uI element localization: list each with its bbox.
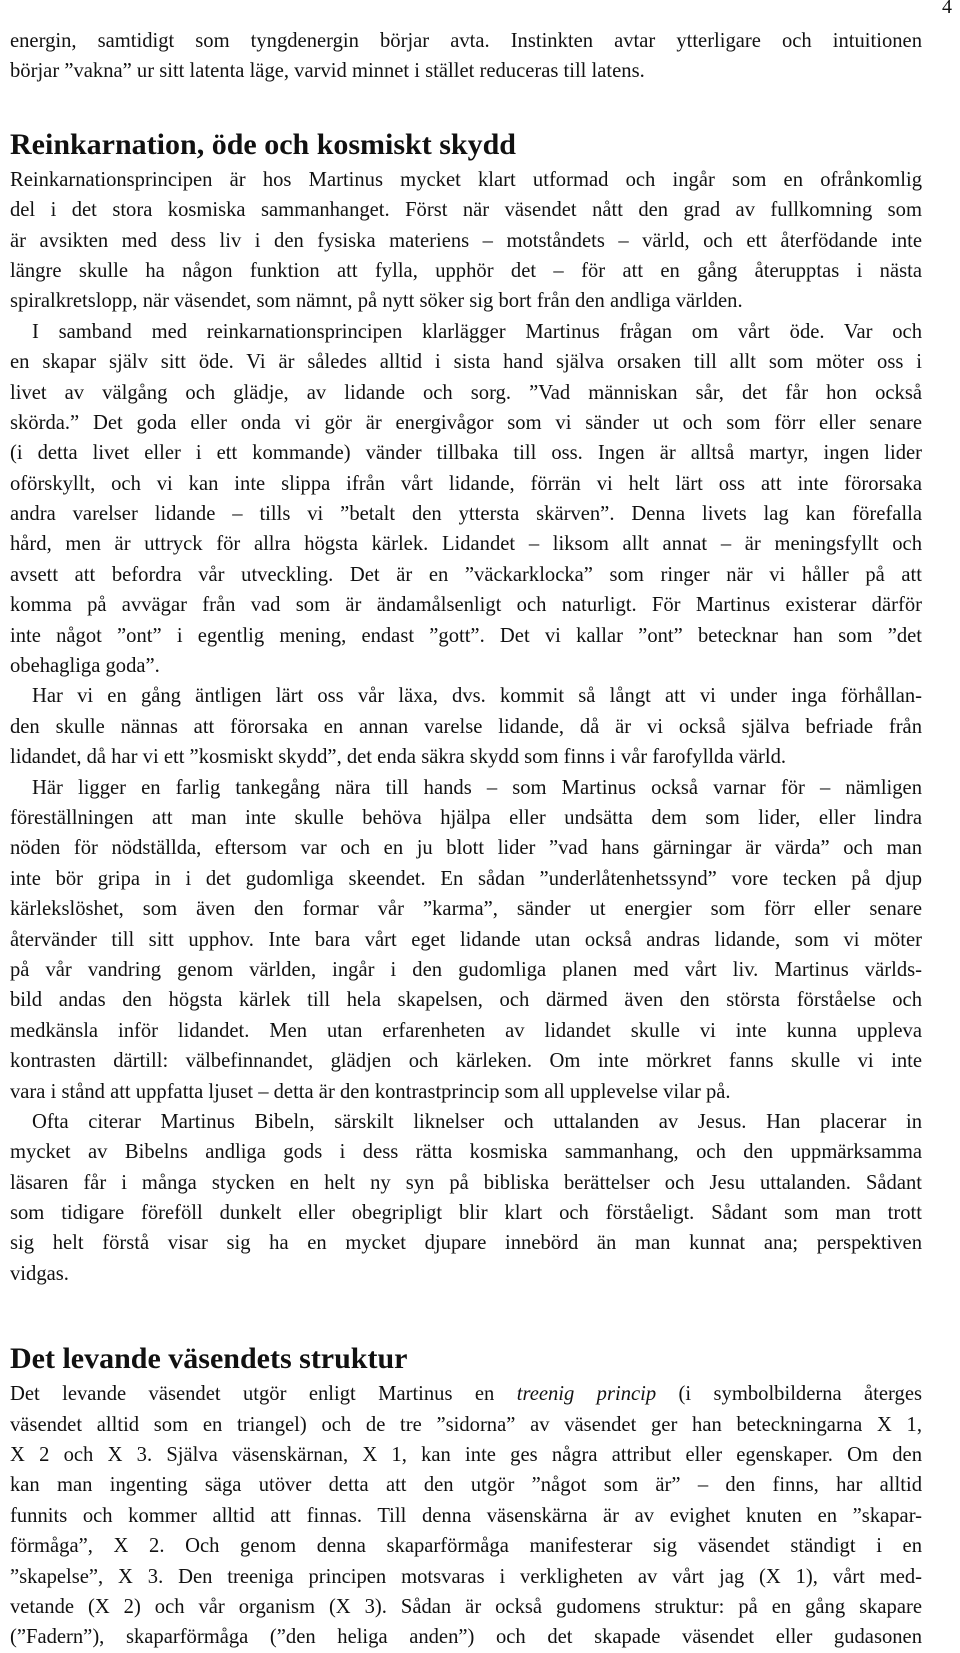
text-line: längre skulle ha någon funktion att fylla, upphör det – för att en gång återupptas i nästa — [10, 259, 922, 282]
text-line: sig helt förstå visar sig ha en mycket djupare innebörd än man kunnat ana; perspektiven — [10, 1232, 922, 1255]
text-line: hård, men är uttryck för allra högsta kärlek. Lidandet – liksom allt annat – är meningsfyllt och — [10, 533, 922, 556]
text-line: nöden för nödställda, eftersom var och en ju blott lider ”vad hans gärningar är värda” och man — [10, 837, 922, 860]
text-line: funnits och kommer alltid att finnas. Till denna väsenskärna är av evighet knuten en ”skapar- — [10, 1504, 922, 1527]
page-number: 4 — [942, 0, 952, 18]
text-line: vetande (X 2) och vår organism (X 3). Sådan är också gudomens struktur: på en gång skapare — [10, 1595, 922, 1618]
text-line: vara i stånd att uppfatta ljuset – detta är den kontrastprincip som all upplevelse vilar på. — [10, 1080, 731, 1103]
text-line: skörda.” Det goda eller onda vi gör är energivågor som vi sänder ut och som förr eller senare — [10, 411, 922, 434]
text-line: I samband med reinkarnationsprincipen klarlägger Martinus frågan om vårt öde. Var och — [32, 320, 922, 343]
text-line: medkänsla inför lidandet. Men utan erfarenheten av lidandet skulle vi inte kunna uppleva — [10, 1019, 922, 1042]
text-line: den skulle nännas att förorsaka en annan varelse lidande, då är vi också själva befriade från — [10, 715, 922, 738]
text-line: kan man ingenting säga utöver detta att den utgör ”något som är” – den finns, har alltid — [10, 1474, 922, 1497]
section-body — [10, 1410, 950, 1653]
text-line: Reinkarnationsprincipen är hos Martinus mycket klart utformad och ingår som en ofrånkomlig — [10, 168, 922, 191]
text-line: oförskyllt, och vi kan inte slippa ifrån vårt lidande, förrän vi helt lärt oss att inte förorsaka — [10, 472, 922, 495]
text-line: förmåga”, X 2. Och genom denna skaparförmåga manifesterar sig väsendet ständigt i en — [10, 1535, 922, 1558]
text-line: väsendet alltid som en triangel) och de tre ”sidorna” av väsendet ger han beteckningarna X 1, — [10, 1413, 922, 1436]
text-line: vidgas. — [10, 1262, 69, 1285]
text-line: obehagliga goda”. — [10, 655, 160, 678]
text-line: andra varelser lidande – tills vi ”betalt den yttersta skärven”. Denna livets lag kan förefalla — [10, 503, 922, 526]
text-line: läsaren får i många stycken en helt ny syn på bibliska berättelser och Jesu uttalanden. Sådant — [10, 1171, 922, 1194]
text-run: (i symbolbilderna återges — [656, 1383, 922, 1406]
text-line: avsett att befordra vår utveckling. Det är en ”väckarklocka” som ringer när vi håller på att — [10, 563, 922, 586]
text-line: föreställningen att man inte skulle behöva hjälpa eller undsätta dem som lider, eller lindra — [10, 806, 922, 829]
text-line: kontrasten därtill: välbefinnandet, glädjen och kärleken. Om inte mörkret fanns skulle vi inte — [10, 1050, 922, 1073]
text-line — [10, 1379, 922, 1409]
section-body — [10, 165, 950, 1289]
text-line: börjar ”vakna” ur sitt latenta läge, varvid minnet i stället reduceras till latens. — [10, 60, 645, 83]
text-line: återvänder till sitt upphov. Inte bara vårt eget lidande utan också andras lidande, som vi möter — [10, 928, 922, 951]
section-heading: Reinkarnation, öde och kosmiskt skydd — [10, 127, 516, 161]
text-line: livet av välgång och glädje, av lidande och sorg. ”Vad människan sår, det får hon också — [10, 381, 922, 404]
text-line: ”skapelse”, X 3. Den treeniga principen motsvaras i verkligheten av vårt jag (X 1), vårt med- — [10, 1565, 922, 1588]
text-run: Det levande väsendet utgör enligt Martinus en — [10, 1383, 517, 1406]
text-line: som tidigare föreföll dunkelt eller obegripligt blir klart och förståeligt. Sådant som man trott — [10, 1202, 922, 1225]
text-line: en skapar själv sitt öde. Vi är således alltid i sista hand själva orsaken till allt som möter oss i — [10, 351, 922, 374]
text-line: inte bör gripa in i det gudomliga skeendet. En sådan ”underlåtenhetssynd” vore tecken på djup — [10, 867, 922, 890]
text-line: på vår vandring genom världen, ingår i den gudomliga planen med vårt liv. Martinus världs- — [10, 958, 922, 981]
text-line: är avsikten med dess liv i den fysiska materiens – motståndets – värld, och ett återfödande inte — [10, 229, 922, 252]
text-line: kärlekslöshet, som även den formar vår ”karma”, sänder ut energier som förr eller senare — [10, 898, 922, 921]
section-heading: Det levande väsendets struktur — [10, 1342, 408, 1376]
text-line: (i detta livet eller i ett kommande) vänder tillbaka till oss. Ingen är alltså martyr, ingen lider — [10, 442, 922, 465]
text-line: inte något ”ont” i egentlig mening, endast ”gott”. Det vi kallar ”ont” betecknar han som ”det — [10, 624, 922, 647]
text-line: X 2 och X 3. Själva väsenskärnan, X 1, kan inte ges några attribut eller egenskaper. Om den — [10, 1444, 922, 1467]
text-line: mycket av Bibelns andliga gods i dess rätta kosmiska sammanhang, och den uppmärksamma — [10, 1141, 922, 1164]
text-line: Ofta citerar Martinus Bibeln, särskilt liknelser och uttalanden av Jesus. Han placerar in — [32, 1110, 922, 1133]
text-line: Här ligger en farlig tankegång nära till hands – som Martinus också varnar för – nämligen — [32, 776, 922, 799]
text-line: komma på avvägar från vad som är ändamålsenligt och naturligt. För Martinus existerar därför — [10, 594, 922, 617]
text-line: (”Fadern”), skaparförmåga (”den heliga anden”) och det skapade väsendet eller gudasonen — [10, 1626, 922, 1649]
text-line: Har vi en gång äntligen lärt oss vår läxa, dvs. kommit så långt att vi under inga förhållan- — [32, 685, 922, 708]
text-line: energin, samtidigt som tyngdenergin börjar avta. Instinkten avtar ytterligare och intuitionen — [10, 30, 922, 52]
text-line: bild andas den högsta kärlek till hela skapelsen, och därmed även den största förståelse och — [10, 989, 922, 1012]
page-body — [10, 26, 950, 1653]
text-line: lidandet, då har vi ett ”kosmiskt skydd”, det enda säkra skydd som finns i vår farofyllda värld. — [10, 746, 787, 769]
italic-term: treenig princip — [516, 1383, 657, 1406]
text-line: spiralkretslopp, när väsendet, som nämnt, på nytt söker sig bort från den andliga världen. — [10, 290, 743, 313]
text-line: del i det stora kosmiska sammanhanget. Först när väsendet nått den grad av fullkomning som — [10, 199, 922, 222]
